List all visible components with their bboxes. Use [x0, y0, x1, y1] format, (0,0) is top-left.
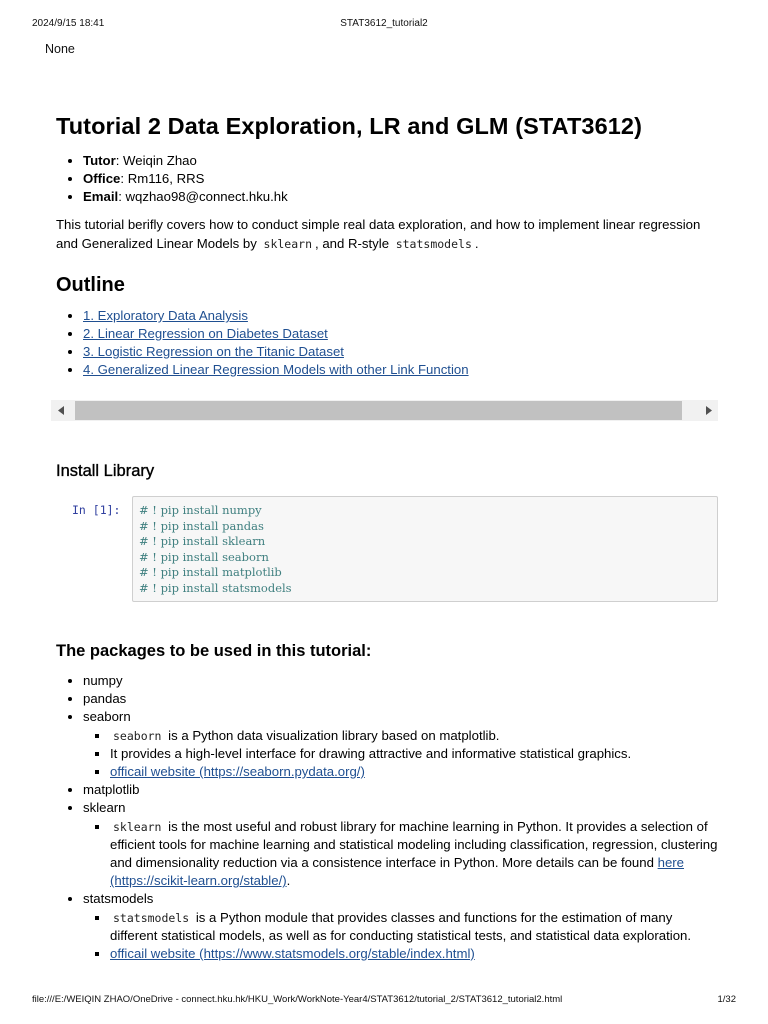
intro-paragraph [56, 216, 720, 253]
install-library-heading: Install Library [56, 462, 155, 480]
package-item-matplotlib: • matplotlib [83, 781, 720, 799]
intro-text: . [474, 235, 479, 251]
output-none-text: None [45, 42, 75, 56]
scroll-right-arrow-icon[interactable] [698, 400, 718, 421]
package-name: sklearn [83, 800, 126, 816]
info-item-office [83, 170, 720, 188]
code-line: # ! pip install seaborn [139, 549, 269, 564]
inline-code-sklearn: sklearn [113, 819, 162, 834]
code-line: # ! pip install statsmodels [139, 580, 292, 595]
outline-item [83, 325, 720, 343]
info-value: : Weiqin Zhao [115, 153, 197, 168]
sub-list [83, 727, 720, 782]
scroll-left-arrow-icon[interactable] [51, 400, 71, 421]
info-value: : Rm116, RRS [120, 171, 205, 186]
code-line: # ! pip install matplotlib [139, 565, 282, 580]
sub-item [110, 945, 720, 963]
outline-link-4[interactable]: 4. Generalized Linear Regression Models with other Link Function [83, 362, 469, 377]
code-line: # ! pip install numpy [139, 503, 262, 517]
code-cell[interactable] [56, 496, 718, 602]
outline-link-2[interactable]: 2. Linear Regression on Diabetes Dataset [83, 326, 328, 341]
inline-code-sklearn: sklearn [263, 236, 312, 251]
package-name: seaborn [83, 709, 131, 725]
inline-code-statsmodels: statsmodels [395, 236, 472, 251]
outline-heading: Outline [56, 274, 125, 296]
print-footer [32, 994, 736, 1006]
package-item-pandas: • pandas [83, 690, 720, 708]
package-item-statsmodels [83, 890, 720, 963]
info-label: Tutor [83, 153, 116, 168]
code-line: # ! pip install pandas [139, 518, 264, 533]
print-date: 2024/9/15 18:41 [32, 18, 105, 29]
page-title: Tutorial 2 Data Exploration, LR and GLM (STAT3612) [56, 113, 643, 139]
package-name: statsmodels [83, 891, 154, 907]
main-content [56, 112, 720, 379]
print-header [32, 18, 736, 30]
sub-list [83, 818, 720, 891]
inline-code-seaborn: seaborn [113, 728, 162, 743]
info-label: Office [83, 171, 121, 186]
outline-item [83, 343, 720, 361]
file-path: file:///E:/WEIQIN ZHAO/OneDrive - connect.hku.hk/HKU_Work/WorkNote-Year4/STAT3612/tutorial_2/STAT3612_tutorial2.html [32, 994, 563, 1005]
info-label: Email [83, 189, 119, 204]
outline-item [83, 361, 720, 379]
intro-text: This tutorial berifly covers how to conduct simple real data exploration, and how to implement linear regression and Generalized Linear Models by [56, 217, 701, 251]
info-list [56, 152, 720, 206]
info-value: : wqzhao98@connect.hku.hk [118, 189, 288, 204]
statsmodels-website-link[interactable]: officail website (https://www.statsmodels.org/stable/index.html) [110, 946, 475, 962]
packages-section [56, 672, 720, 963]
sub-item [110, 909, 720, 945]
sub-list [83, 909, 720, 964]
sub-item [110, 818, 720, 891]
outline-item [83, 307, 720, 325]
sub-item-text: is a Python data visualization library based on matplotlib. [164, 727, 500, 743]
scrollbar-thumb[interactable] [75, 401, 682, 420]
packages-list [56, 672, 720, 963]
package-item-numpy: • numpy [83, 672, 720, 690]
sklearn-website-link[interactable]: here (https://scikit-learn.org/stable/) [110, 855, 685, 889]
code-line: # ! pip install sklearn [139, 534, 266, 549]
sub-item-text: is the most useful and robust library for machine learning in Python. It provides a selection of efficient tools for machine learning and statistical modeling including classification, regression, clustering and dimensionality reduction via a consistence interface in Python. More details can be found [110, 818, 718, 871]
outline-link-3[interactable]: 3. Logistic Regression on the Titanic Dataset [83, 344, 344, 359]
sub-item: ▪ It provides a high-level interface for drawing attractive and informative statistical graphics. [110, 745, 720, 763]
code-input[interactable] [132, 496, 718, 602]
sub-item-text: . [286, 873, 291, 889]
sub-item [110, 727, 720, 745]
intro-text: , and R-style [315, 235, 393, 251]
packages-heading: The packages to be used in this tutorial: [56, 642, 372, 660]
package-item-seaborn [83, 708, 720, 781]
seaborn-website-link[interactable]: officail website (https://seaborn.pydata.org/) [110, 764, 365, 780]
outline-link-1[interactable]: 1. Exploratory Data Analysis [83, 308, 248, 323]
info-item-email [83, 188, 720, 206]
page-number: 1/32 [717, 994, 736, 1005]
sub-item-text: is a Python module that provides classes and functions for the estimation of many different statistical models, as well as for conducting statistical tests, and statistical data exploration. [110, 909, 692, 943]
cell-prompt: In [1]: [72, 503, 121, 517]
sub-item [110, 763, 720, 781]
inline-code-statsmodels: statsmodels [113, 910, 190, 925]
info-item-tutor [83, 152, 720, 170]
package-item-sklearn [83, 799, 720, 890]
outline-list [56, 307, 720, 379]
print-title: STAT3612_tutorial2 [340, 18, 428, 29]
horizontal-scrollbar[interactable] [51, 400, 718, 421]
